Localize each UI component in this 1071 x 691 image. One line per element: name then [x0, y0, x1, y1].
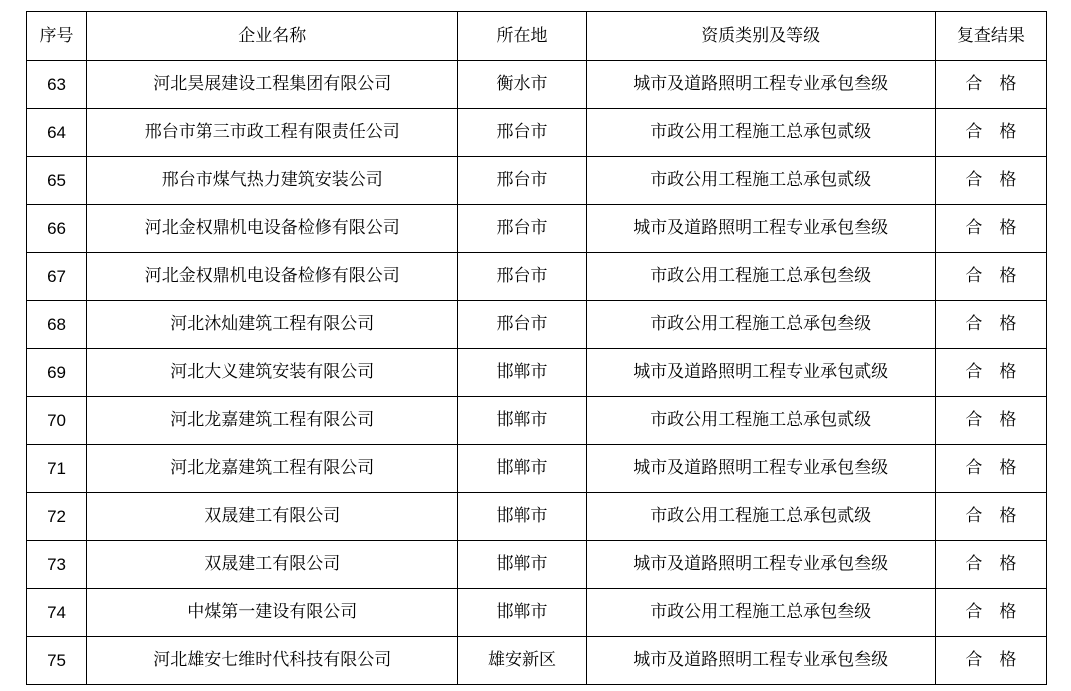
location-cell: 雄安新区	[458, 637, 586, 685]
header-serial-number: 序号	[27, 12, 87, 61]
qualification-cell: 城市及道路照明工程专业承包叁级	[586, 445, 935, 493]
table-header-row	[27, 12, 1047, 61]
location-cell: 邯郸市	[458, 349, 586, 397]
review-result-cell: 合 格	[935, 61, 1046, 109]
location-cell: 邯郸市	[458, 541, 586, 589]
serial-number-cell: 63	[27, 61, 87, 109]
company-name-cell: 河北龙嘉建筑工程有限公司	[87, 397, 458, 445]
serial-number-cell: 70	[27, 397, 87, 445]
table-row	[27, 157, 1047, 205]
table-row	[27, 301, 1047, 349]
company-name-cell: 中煤第一建设有限公司	[87, 589, 458, 637]
location-cell: 邢台市	[458, 205, 586, 253]
review-result-cell: 合 格	[935, 397, 1046, 445]
qualification-cell: 市政公用工程施工总承包贰级	[586, 157, 935, 205]
serial-number-cell: 71	[27, 445, 87, 493]
qualification-cell: 城市及道路照明工程专业承包叁级	[586, 637, 935, 685]
table-row	[27, 61, 1047, 109]
location-cell: 邢台市	[458, 109, 586, 157]
qualification-cell: 城市及道路照明工程专业承包叁级	[586, 205, 935, 253]
serial-number-cell: 65	[27, 157, 87, 205]
qualification-cell: 市政公用工程施工总承包贰级	[586, 109, 935, 157]
company-name-cell: 河北金权鼎机电设备检修有限公司	[87, 253, 458, 301]
serial-number-cell: 66	[27, 205, 87, 253]
review-result-cell: 合 格	[935, 109, 1046, 157]
company-name-cell: 河北龙嘉建筑工程有限公司	[87, 445, 458, 493]
review-result-cell: 合 格	[935, 445, 1046, 493]
location-cell: 邯郸市	[458, 493, 586, 541]
company-name-cell: 邢台市第三市政工程有限责任公司	[87, 109, 458, 157]
company-name-cell: 邢台市煤气热力建筑安装公司	[87, 157, 458, 205]
company-name-cell: 河北沐灿建筑工程有限公司	[87, 301, 458, 349]
company-name-cell: 河北昊展建设工程集团有限公司	[87, 61, 458, 109]
table-row	[27, 541, 1047, 589]
header-qualification: 资质类别及等级	[586, 12, 935, 61]
serial-number-cell: 69	[27, 349, 87, 397]
table-row	[27, 397, 1047, 445]
review-result-cell: 合 格	[935, 589, 1046, 637]
company-name-cell: 双晟建工有限公司	[87, 493, 458, 541]
qualification-cell: 市政公用工程施工总承包贰级	[586, 493, 935, 541]
qualification-cell: 城市及道路照明工程专业承包贰级	[586, 349, 935, 397]
table-row	[27, 637, 1047, 685]
review-result-cell: 合 格	[935, 157, 1046, 205]
table-body	[27, 61, 1047, 685]
qualification-cell: 市政公用工程施工总承包贰级	[586, 397, 935, 445]
header-review-result: 复查结果	[935, 12, 1046, 61]
location-cell: 邯郸市	[458, 445, 586, 493]
review-result-cell: 合 格	[935, 493, 1046, 541]
table-row	[27, 349, 1047, 397]
serial-number-cell: 64	[27, 109, 87, 157]
serial-number-cell: 68	[27, 301, 87, 349]
location-cell: 邯郸市	[458, 589, 586, 637]
serial-number-cell: 75	[27, 637, 87, 685]
review-result-cell: 合 格	[935, 301, 1046, 349]
company-name-cell: 河北大义建筑安装有限公司	[87, 349, 458, 397]
table-row	[27, 493, 1047, 541]
review-result-cell: 合 格	[935, 541, 1046, 589]
table-row	[27, 109, 1047, 157]
table-row	[27, 445, 1047, 493]
qualification-cell: 市政公用工程施工总承包叁级	[586, 253, 935, 301]
serial-number-cell: 72	[27, 493, 87, 541]
location-cell: 衡水市	[458, 61, 586, 109]
serial-number-cell: 74	[27, 589, 87, 637]
review-result-cell: 合 格	[935, 637, 1046, 685]
review-result-cell: 合 格	[935, 205, 1046, 253]
location-cell: 邯郸市	[458, 397, 586, 445]
table-row	[27, 589, 1047, 637]
header-location: 所在地	[458, 12, 586, 61]
qualification-cell: 市政公用工程施工总承包叁级	[586, 589, 935, 637]
header-company-name: 企业名称	[87, 12, 458, 61]
serial-number-cell: 67	[27, 253, 87, 301]
qualification-cell: 市政公用工程施工总承包叁级	[586, 301, 935, 349]
table-row	[27, 205, 1047, 253]
company-name-cell: 河北金权鼎机电设备检修有限公司	[87, 205, 458, 253]
qualification-review-table	[26, 11, 1047, 685]
table-row	[27, 253, 1047, 301]
review-result-cell: 合 格	[935, 253, 1046, 301]
serial-number-cell: 73	[27, 541, 87, 589]
location-cell: 邢台市	[458, 157, 586, 205]
review-result-cell: 合 格	[935, 349, 1046, 397]
company-name-cell: 河北雄安七维时代科技有限公司	[87, 637, 458, 685]
qualification-cell: 城市及道路照明工程专业承包叁级	[586, 61, 935, 109]
location-cell: 邢台市	[458, 301, 586, 349]
location-cell: 邢台市	[458, 253, 586, 301]
company-name-cell: 双晟建工有限公司	[87, 541, 458, 589]
qualification-cell: 城市及道路照明工程专业承包叁级	[586, 541, 935, 589]
